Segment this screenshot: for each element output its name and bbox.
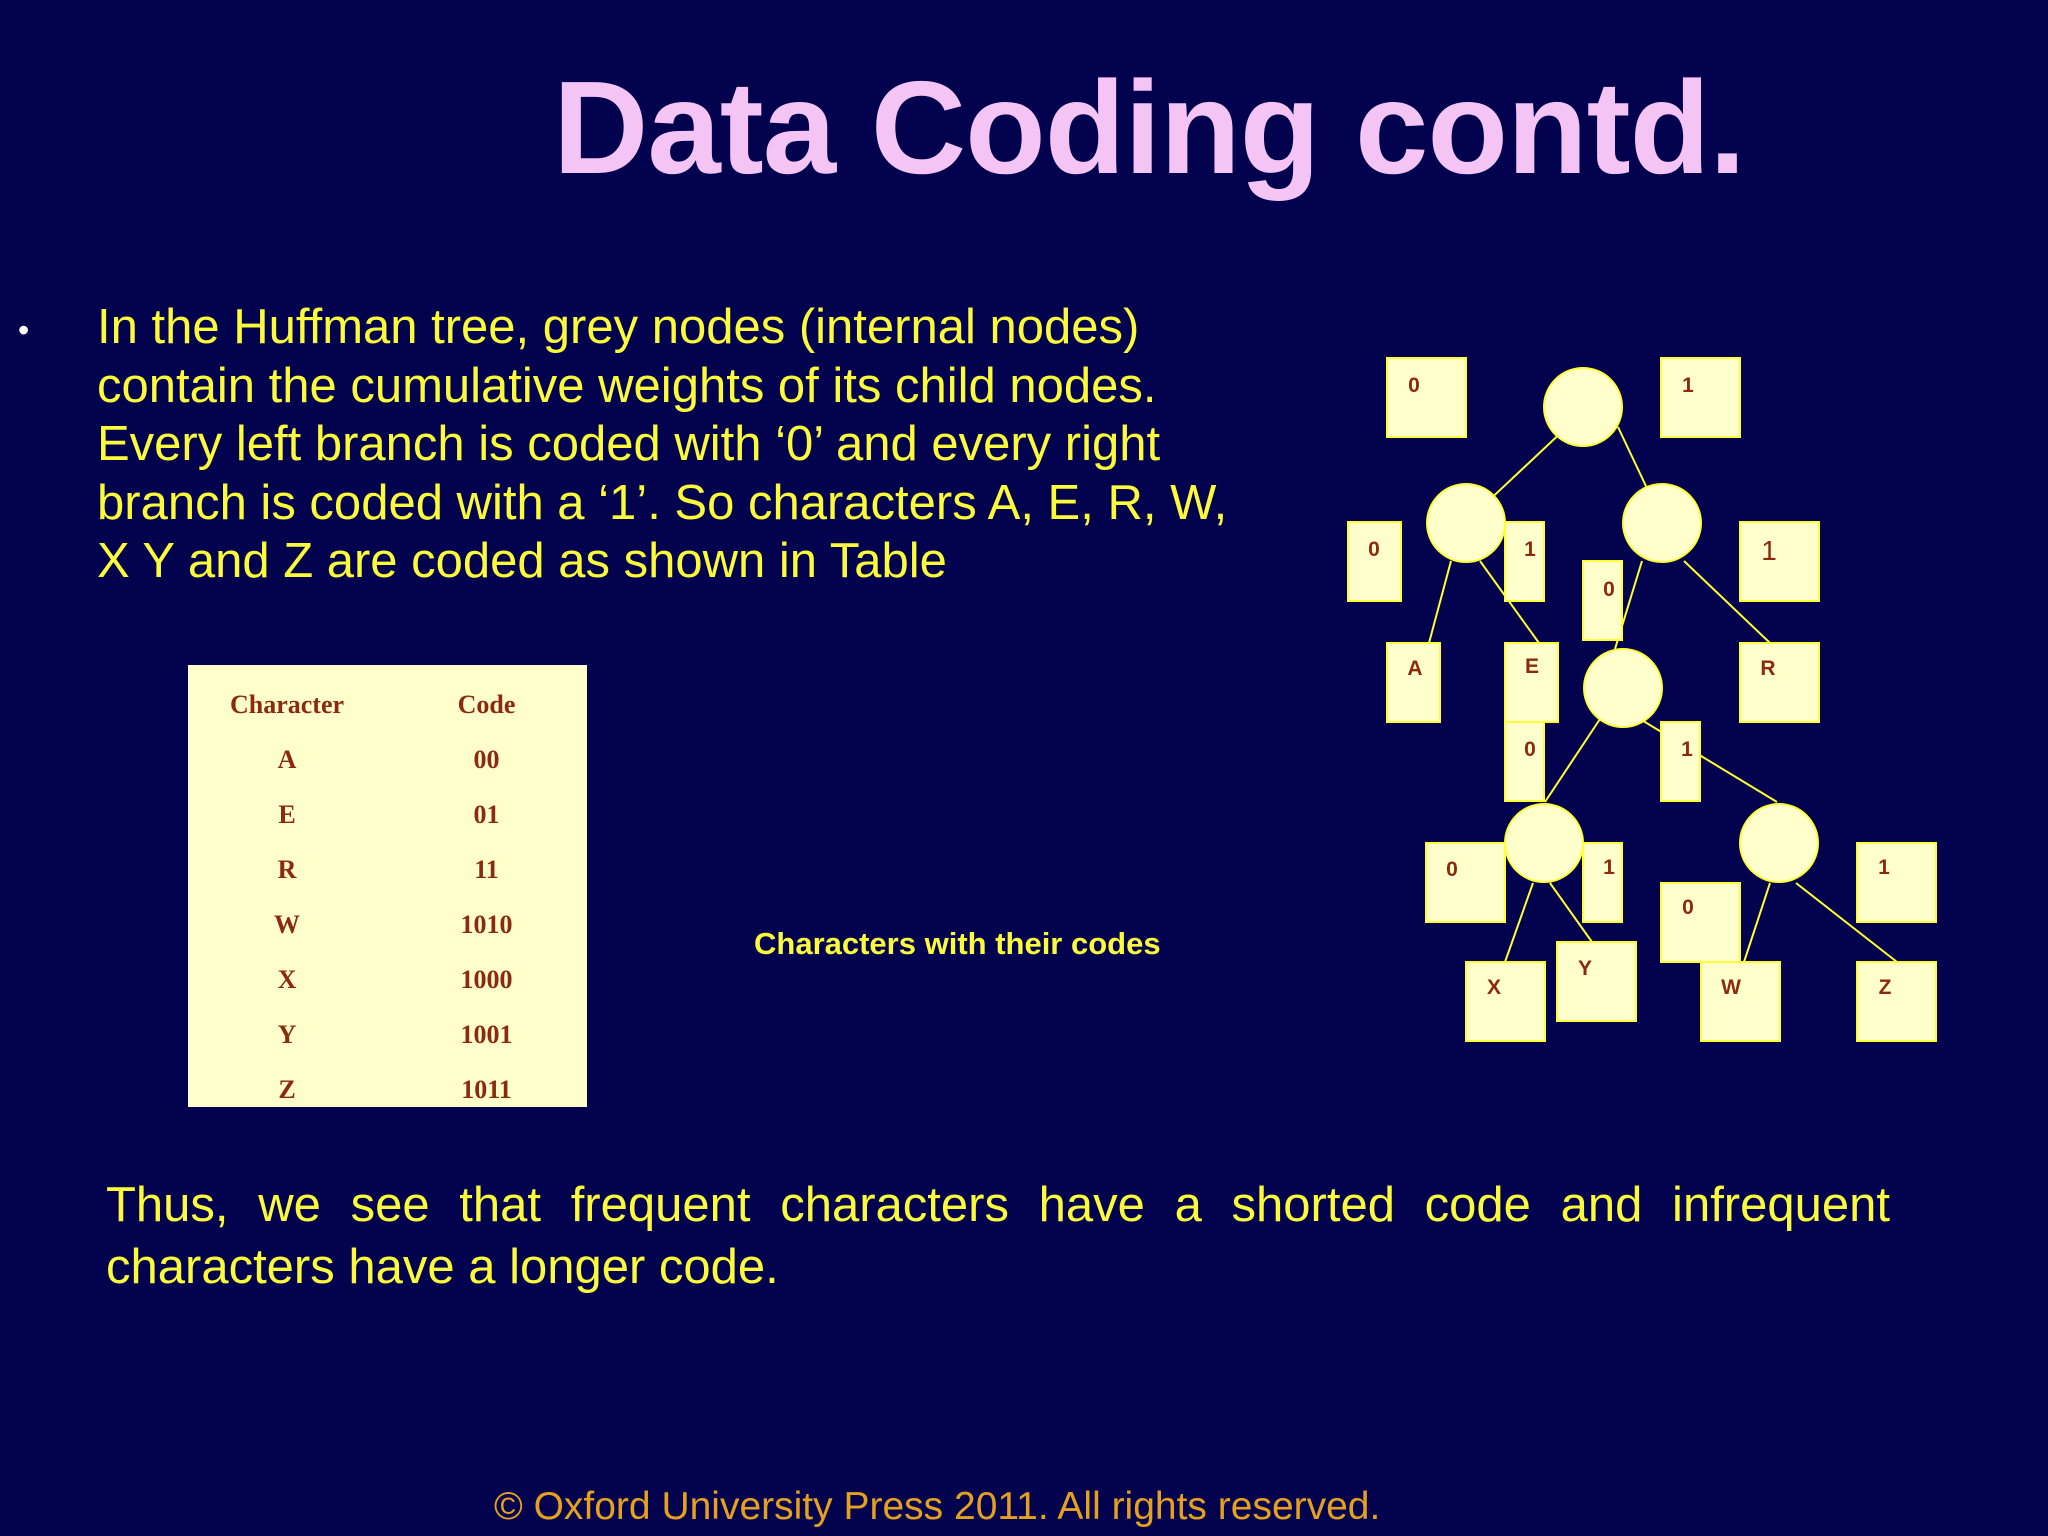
tree-edge [1545, 719, 1600, 802]
branch-label-box [1661, 722, 1700, 801]
leaf-label: Z [1878, 976, 1892, 999]
header-character: Character [229, 689, 345, 719]
branch-label: 1 [1878, 856, 1890, 879]
table-caption: Characters with their codes [754, 926, 1161, 961]
leaf-box [1466, 962, 1545, 1041]
tree-internal-node [1584, 649, 1662, 727]
table-cell-code: 11 [474, 854, 499, 884]
leaf-label: W [1721, 976, 1741, 999]
branch-label: 0 [1368, 538, 1380, 561]
tree-internal-node [1740, 804, 1818, 882]
branch-label-box [1583, 843, 1622, 922]
table-cell-character: X [277, 964, 297, 994]
conclusion-paragraph: Thus, we see that frequent characters have a shorted code and infrequent characters have a longer code. [106, 1178, 1890, 1294]
branch-label: 0 [1524, 738, 1536, 761]
branch-label: 1 [1761, 535, 1777, 566]
header-code: Code [457, 689, 516, 719]
leaf-label: R [1760, 657, 1776, 680]
tree-internal-node [1505, 804, 1583, 882]
branch-label: 0 [1408, 374, 1420, 397]
leaf-label: X [1486, 976, 1502, 999]
table-cell-character: W [274, 909, 300, 939]
branch-label: 0 [1603, 578, 1615, 601]
branch-label-box [1661, 358, 1740, 437]
leaf-box [1701, 962, 1780, 1041]
branch-label-box [1857, 843, 1936, 922]
branch-label: 1 [1681, 738, 1693, 761]
table-cell-code: 1010 [460, 909, 513, 939]
copyright-footer: © Oxford University Press 2011. All rights reserved. [494, 1485, 1381, 1528]
intro-paragraph: In the Huffman tree, grey nodes (internal nodes) contain the cumulative weights of its child nodes. Every left branch is coded with ‘0’ and every right branch is coded with a ‘1’. So characters A, E, R, W, X Y and Z are coded as shown in Table [97, 300, 1228, 588]
leaf-box [1740, 643, 1819, 722]
slide-title: Data Coding contd. [553, 54, 1745, 201]
table-cell-code: 1001 [460, 1019, 513, 1049]
table-cell-character: E [278, 799, 296, 829]
branch-label-box [1505, 722, 1544, 801]
branch-label: 1 [1682, 374, 1694, 397]
branch-label-box [1740, 522, 1819, 601]
table-cell-code: 1000 [460, 964, 513, 994]
branch-label: 1 [1524, 538, 1536, 561]
tree-edge [1505, 883, 1533, 962]
branch-label-box [1661, 883, 1740, 962]
branch-label-box [1505, 522, 1544, 601]
table-cell-code: 1011 [461, 1074, 512, 1104]
leaf-box [1857, 962, 1936, 1041]
leaf-label: E [1524, 655, 1540, 678]
branch-label-box [1426, 843, 1505, 922]
branch-label: 0 [1682, 896, 1694, 919]
tree-internal-node [1427, 484, 1505, 562]
tree-edge [1429, 561, 1451, 643]
tree-internal-node [1623, 484, 1701, 562]
table-cell-character: Y [277, 1019, 297, 1049]
tree-edge [1744, 883, 1770, 962]
table-cell-code: 00 [473, 744, 500, 774]
leaf-box [1387, 643, 1440, 722]
branch-label-box [1348, 522, 1401, 601]
branch-label: 1 [1603, 856, 1615, 879]
tree-root-node [1544, 368, 1622, 446]
leaf-label: Y [1577, 957, 1593, 980]
table-cell-code: 01 [473, 799, 500, 829]
table-cell-character: A [277, 744, 297, 774]
bullet-point-icon: • [18, 312, 30, 348]
branch-label-box [1387, 358, 1466, 437]
leaf-label: A [1407, 657, 1423, 680]
table-cell-character: Z [278, 1074, 296, 1104]
leaf-box [1557, 942, 1636, 1021]
branch-label: 0 [1446, 858, 1458, 881]
table-cell-character: R [277, 854, 297, 884]
